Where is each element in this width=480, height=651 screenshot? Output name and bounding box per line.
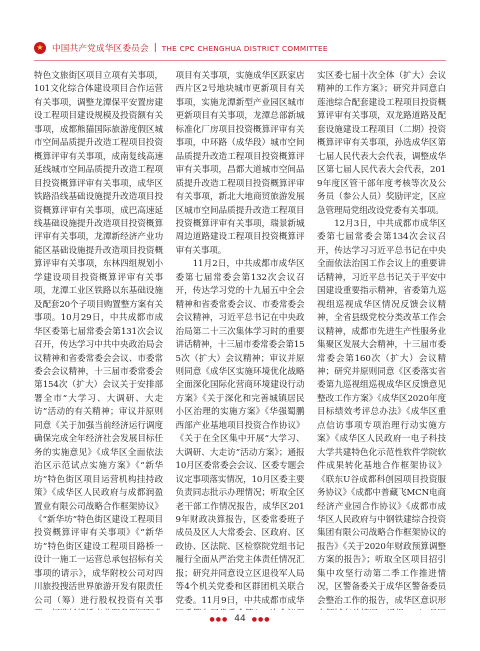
- body-columns: [34, 70, 446, 610]
- paragraph: 实区委七届十次全体（扩大）会议精神的工作方案》；研究并同意白莲池综合配套建设工程项目投资概算评审有关事项，双龙路道路及配套设施建设工程项目（二期）投资概算评审有关事项，孙选成华区第七届人民代表大会代表，调整成华区第七届人民代表大会代表，2019年度区管干部年度考核等次及公务员（参公人员）奖励评定，区应急管理局党组改设党委有关事项。: [317, 71, 446, 216]
- footer-dots-left: ●●●: [209, 615, 229, 623]
- header-separator: |: [153, 43, 157, 53]
- party-emblem-icon: ★: [34, 42, 46, 54]
- text-column-3: [317, 70, 446, 610]
- text-column-1: [34, 70, 163, 610]
- page-footer: [0, 612, 480, 626]
- paragraph: 特色文旅街区项目立项有关事项，101文化综合体建设项目合作运营有关事项，调整龙潭保平安置房建设工程项目建设规模及投资额有关事项，成都熊猫国际旅游度假区城市空间品质提升改造工程项目投资概算评审有关事项，成南复线高速延线城市空间品质提升改造工程项目投资概算评审有关事项，成华区铁路沿线基础设施提升改造项目投资概算评审有关事项，成巴高速延线基础设施提升改造项目投资概算评审有关事项，龙潭新经济产业功能区基础设施提升改造项目投资概算评审有关事项，东林四组规划小学建设项目投资概算评审有关事项，龙潭工业区铁路以东基础设施及配套20个子项目购置整方案有关事项。10月29日，中共成都市成华区委第七届常委会第131次会议召开，传达学习中共中央政治局会议精神和省委常委会会议、市委常委会会议精神，十三届市委常委会第154次（扩大）会议关于安排部署全市“大学习、大调研、大走访”活动的有关精神；审议并原则同意《关于加强当前经济运行调度确保完成全年经济社会发展目标任务的实施意见》《成华区全面依法治区示范试点实施方案》《“新华坊”特色街区项目运营机构挂持政策》《成华区人民政府与成都润盈置业有限公司战略合作框架协议》《“新华坊”特色街区建设工程项目投资概算评审有关事项》《“新华坊”特色街区建设工程项目路桥一设计一施工一运营总承包招标有关事项的请示》，成华附校公司对四川旅投搜活世界旅游开发有限责任公司（筹）进行股权投资有关事: [34, 71, 163, 606]
- page-header: [34, 40, 446, 56]
- header-org-english: THE CPC CHENGHUA DISTRICT COMMITTEE: [161, 43, 328, 53]
- paragraph: 11月2日，中共成都市成华区委第七届常委会第132次会议召开，传达学习党的十九届五中全会精神和省委常委会议、市委常委会会议精神，习近平总书记在中央政治局第二十三次集体学习时的重要讲话精神，十三届市委常委会第155次（扩大）会议精神；审议并原则同意《成华区实施环境优化战略全面深化国际化营商环境建设行动方案》《关于深化和完善城镇居民小区治理的实施方案》《华强蜀鹏西部产业基地项目投资合作协议》《关于在全区集中开展“大学习、大调研、大走访”活动方案》；通报10月区委常委会会议、区委专题会议定事项落实情况，10月区委主要负责同志批示办理情况；听取全区老干部工作情况报告，成华区2019年财政决算报告，区委常委班子成员及区人大常委会、区政府、区政协、区法院、区检察院党组书记履行全面从严治党主体责任情况汇报；研究并同意设立区退役军人局等4个机关党委和区群团机关联合党委。11月9日，中共成都市成华: [175, 259, 305, 606]
- page-number: 44: [234, 614, 246, 624]
- header-divider: [34, 60, 446, 61]
- paragraph: 项目有关事项，实施成华区跃家店西片区2号地块城市更新项目有关事项，实施龙潭新型产业园区城市更新项目有关事项，龙潭总部新城标准化厂房项目投资概算评审有关事项，中环路（成华段）城市空间品质提升改造工程项目投资概算评审有关事项，昌都大道城市空间品质提升改造工程项目投资概算评审有关事项，新北大地商贸旅游发展区城市空间品质提升改造工程项目投资概算评审有关事项，瑞景新城周边道路建设工程项目投资概算评审有关事项。: [175, 71, 305, 256]
- header-org-chinese: 中国共产党成华区委员会: [52, 44, 149, 54]
- paragraph: 12月3日，中共成都市成华区委第七届常委会第134次会议召开，传达学习习近平总书记在中央全面依法治国工作会议上的重要讲话精神，习近平总书记关于平安中国建设重要指示精神，省委第九巡视组巡视成华区情况反馈会议精神，全省县级党校分类改革工作会议精神，成都市先进生产性服务业集聚区发展大会精神，十三届市委常委会第160次（扩大）会议精神；研究并原则同意《区委落实省委第九巡视组巡视成华区反馈意见整改工作方案》《成华区2020年度目标绩效考评总办法》《成华区重点信访事项专项治理行动实施方案》《成华区人民政府一电子科技大学共建特色化示范性软件学院软件成果转化基地合作框架协议》《联东U谷成都科创园项目投资服务协议》《成都中普藏飞MCN电商经济产业园合作协议》《成都市成华区人民政府与中钢铁建综合投资集团有限公司战略合作框架协议的报告》《关于2020年财政预算调整方案的报告》；听取全区项目招引集中攻坚行动第二季工作推进情况，区警备委关于成华区警备委员会整治工作的报告，成华区意识形: [317, 218, 446, 606]
- text-column-2: [176, 70, 305, 610]
- footer-dots-right: ●●●: [251, 615, 271, 623]
